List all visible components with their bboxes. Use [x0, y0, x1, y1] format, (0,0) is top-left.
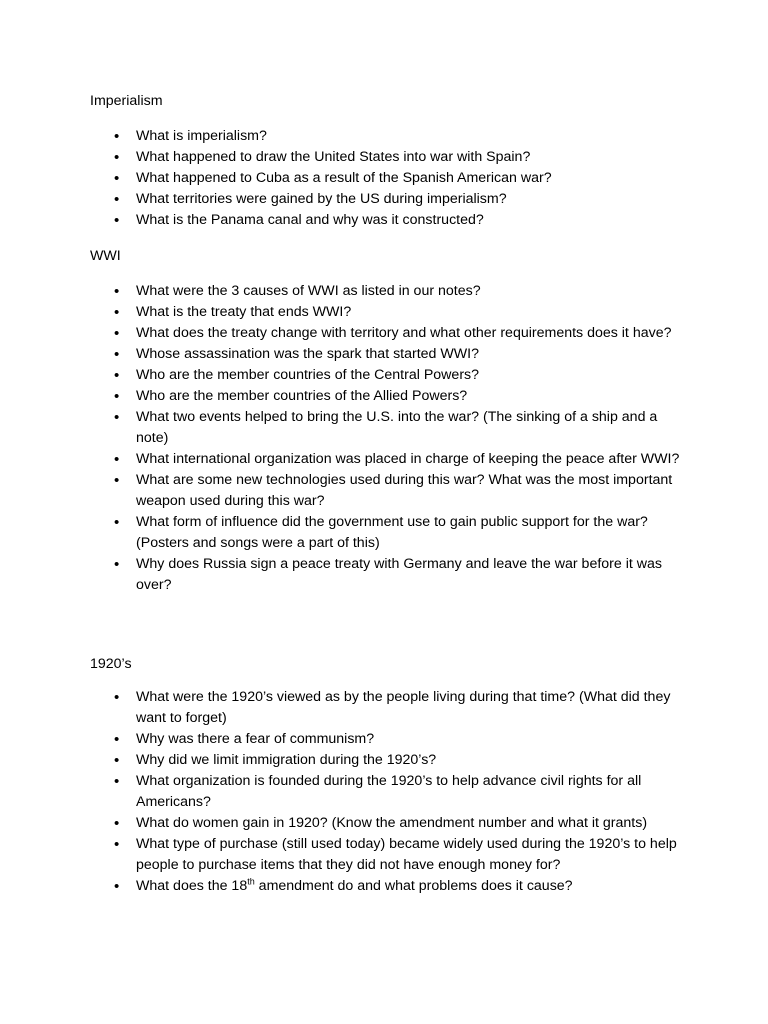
list-item: • What do women gain in 1920? (Know the amendment number and what it grants) — [0, 813, 681, 834]
list-item: • What happened to draw the United States into war with Spain? — [0, 147, 681, 168]
list-item: • What type of purchase (still used today) became widely used during the 1920’s to help people to purchase items that they did not have enough money for? — [0, 834, 681, 876]
list-item: • What is the Panama canal and why was it constructed? — [0, 210, 681, 231]
list-item: • What happened to Cuba as a result of the Spanish American war? — [0, 168, 681, 189]
list-item: • What two events helped to bring the U.S. into the war? (The sinking of a ship and a note) — [0, 407, 681, 449]
list-item: • What international organization was placed in charge of keeping the peace after WWI? — [0, 449, 681, 470]
wwi-question-list — [0, 281, 768, 596]
list-item: • What territories were gained by the US during imperialism? — [0, 189, 681, 210]
1920s-question-list — [0, 687, 768, 897]
list-item: • Why does Russia sign a peace treaty with Germany and leave the war before it was over? — [0, 554, 681, 596]
question-text-end: amendment do and what problems does it cause? — [254, 878, 573, 894]
list-item: • What does the treaty change with territory and what other requirements does it have? — [0, 323, 681, 344]
question-text-start: What does the 18 — [136, 878, 248, 894]
list-item: • What form of influence did the government use to gain public support for the war? (Posters and songs were a part of this) — [0, 512, 681, 554]
ordinal-superscript: th — [247, 876, 255, 887]
list-item: • What is the treaty that ends WWI? — [0, 302, 681, 323]
section-heading-wwi: WWI — [90, 248, 121, 264]
imperialism-question-list — [0, 126, 768, 231]
list-item: • Why was there a fear of communism? — [0, 729, 681, 750]
list-item: • Who are the member countries of the Allied Powers? — [0, 386, 681, 407]
list-item: • What organization is founded during the 1920’s to help advance civil rights for all Americans? — [0, 771, 681, 813]
list-item: • Why did we limit immigration during the 1920’s? — [0, 750, 681, 771]
list-item: • What are some new technologies used during this war? What was the most important weapon used during this war? — [0, 470, 681, 512]
list-item: • Whose assassination was the spark that started WWI? — [0, 344, 681, 365]
section-heading-imperialism: Imperialism — [90, 93, 163, 109]
list-item: • What is imperialism? — [0, 126, 681, 147]
list-item — [0, 876, 681, 897]
list-item: • What were the 3 causes of WWI as listed in our notes? — [0, 281, 681, 302]
list-item: • What were the 1920’s viewed as by the people living during that time? (What did they want to forget) — [0, 687, 681, 729]
list-item: • Who are the member countries of the Central Powers? — [0, 365, 681, 386]
section-heading-1920s: 1920’s — [90, 656, 132, 672]
